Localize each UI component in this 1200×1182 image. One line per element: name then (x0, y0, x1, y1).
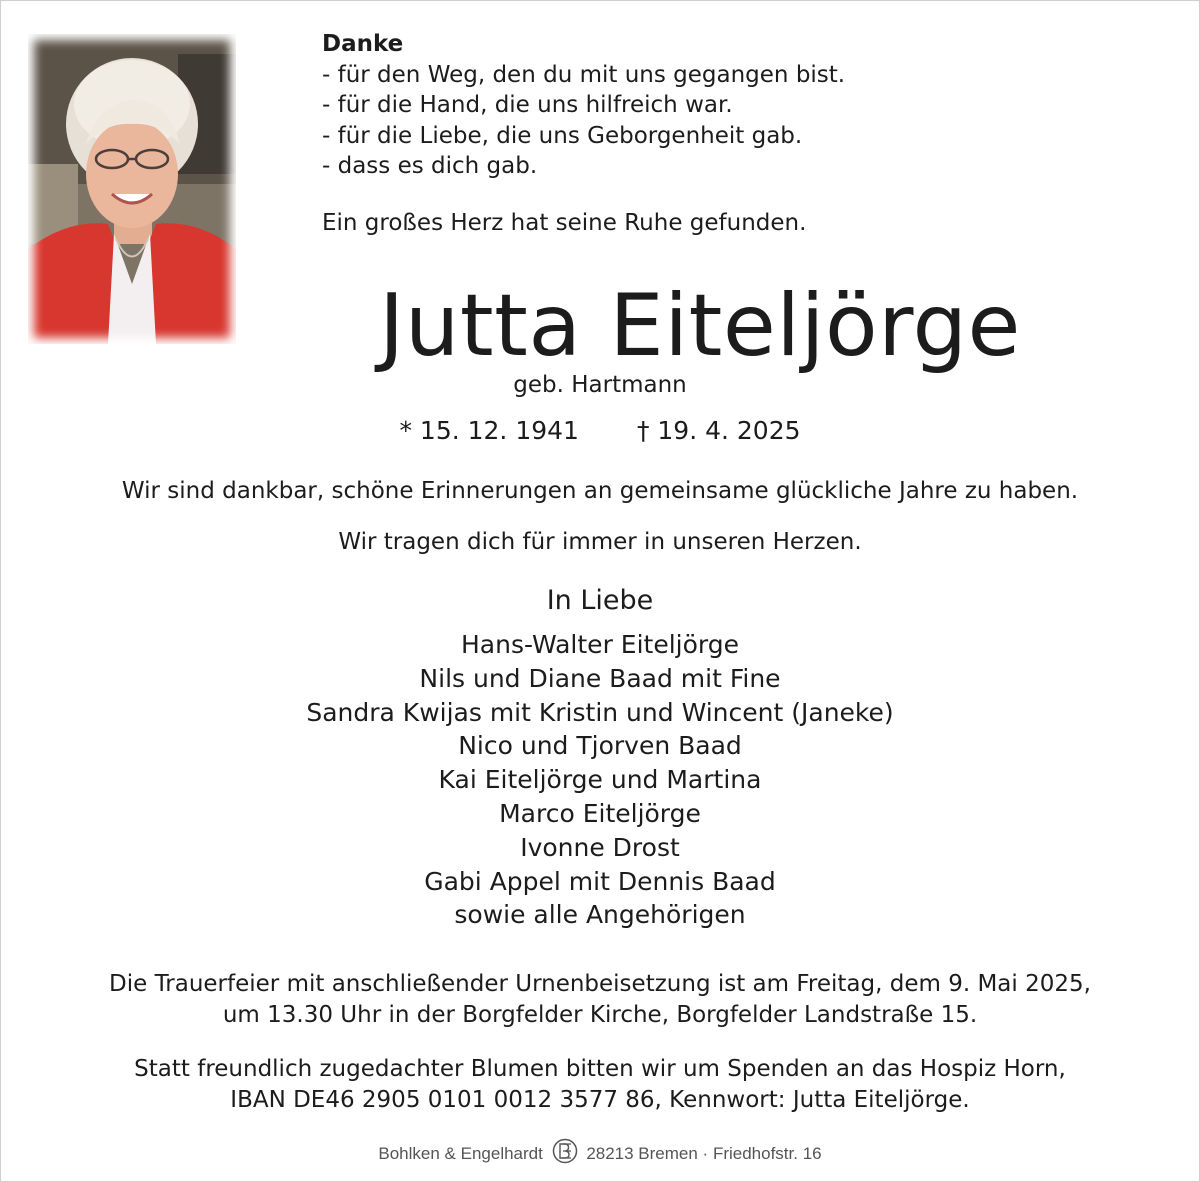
service-line: um 13.30 Uhr in der Borgfelder Kirche, Borgfelder Landstraße 15. (222, 1002, 978, 1028)
donation-line: Statt freundlich zugedachter Blumen bitten wir um Spenden an das Hospiz Horn, (134, 1056, 1066, 1082)
poem-line: - für die Hand, die uns hilfreich war. (322, 92, 733, 118)
mourner-name: Marco Eiteljörge (499, 798, 701, 828)
mourner-name: Sandra Kwijas mit Kristin und Wincent (Janeke) (306, 697, 894, 727)
hearts-message: Wir tragen dich für immer in unseren Herzen. (338, 529, 862, 555)
poem (322, 29, 962, 182)
maiden-name: geb. Hartmann (513, 372, 687, 398)
donation-notice (0, 1054, 1200, 1116)
donation-line: IBAN DE46 2905 0101 0012 3577 86, Kennwort: Jutta Eiteljörge. (230, 1087, 970, 1113)
birth-date: * 15. 12. 1941 (399, 416, 579, 445)
mourner-name: Nico und Tjorven Baad (458, 731, 742, 761)
mourner-name: Gabi Appel mit Dennis Baad (424, 866, 776, 896)
poem-line: - für den Weg, den du mit uns gegangen bist. (322, 61, 846, 88)
mourner-name: sowie alle Angehörigen (454, 900, 746, 930)
mourners-list (0, 628, 1200, 932)
poem-closing: Ein großes Herz hat seine Ruhe gefunden. (322, 210, 807, 236)
mourner-name: Kai Eiteljörge und Martina (438, 765, 762, 795)
deceased-name: Jutta Eiteljörge (379, 276, 1021, 376)
funeral-home-footer (0, 1138, 1200, 1169)
service-line: Die Trauerfeier mit anschließender Urnenbeisetzung ist am Freitag, dem 9. Mai 2025, (109, 971, 1091, 997)
mourner-name: Hans-Walter Eiteljörge (461, 630, 739, 659)
funeral-home-name: Bohlken & Engelhardt (378, 1144, 543, 1163)
poem-line: - dass es dich gab. (322, 153, 538, 179)
death-date: † 19. 4. 2025 (636, 416, 801, 445)
poem-title: Danke (322, 31, 404, 57)
poem-line: - für die Liebe, die uns Geborgenheit gab. (322, 122, 803, 149)
funeral-home-logo-icon (552, 1138, 578, 1169)
mourner-name: Ivonne Drost (520, 832, 680, 862)
mourners-heading: In Liebe (546, 585, 654, 616)
thanks-message: Wir sind dankbar, schöne Erinnerungen an gemeinsame glückliche Jahre zu haben. (121, 478, 1079, 504)
service-notice (0, 969, 1200, 1031)
funeral-home-address: 28213 Bremen · Friedhofstr. 16 (586, 1144, 822, 1163)
mourner-name: Nils und Diane Baad mit Fine (419, 663, 781, 693)
life-dates (0, 416, 1200, 445)
